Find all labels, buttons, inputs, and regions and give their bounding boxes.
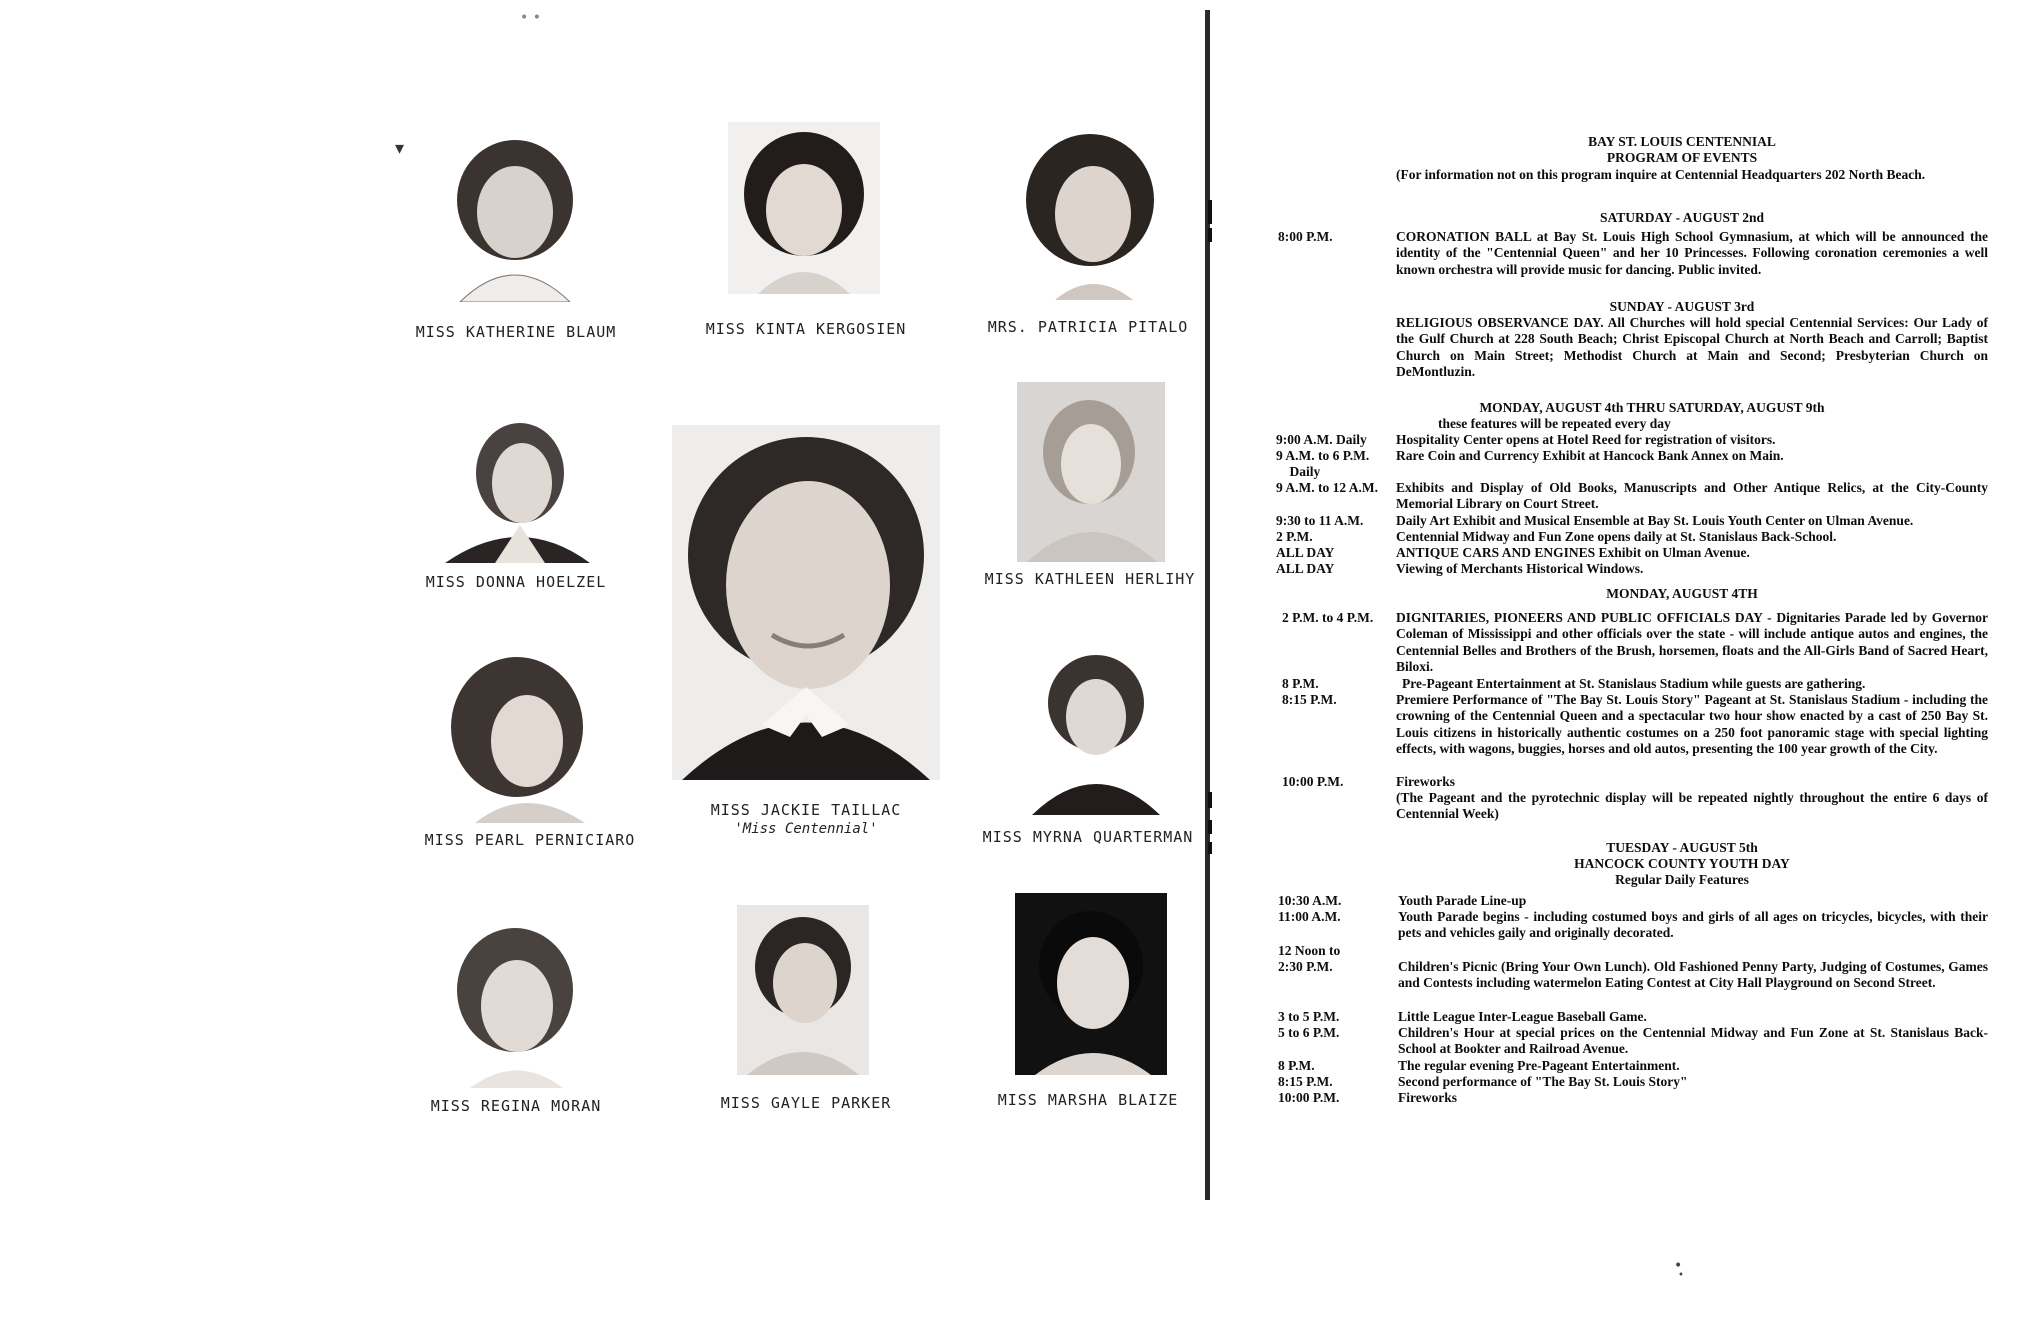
event-time: 8:15 P.M.: [1278, 1074, 1333, 1089]
week-heading: MONDAY, AUGUST 4th THRU SATURDAY, AUGUST 9th: [1479, 400, 1825, 415]
portrait-photo-icon: [1032, 645, 1160, 815]
program-title: BAY ST. LOUIS CENTENNIAL: [1588, 134, 1776, 149]
event-time: 10:00 P.M.: [1278, 1090, 1340, 1105]
sunday-heading: SUNDAY - AUGUST 3rd: [1609, 299, 1755, 314]
event-time: 8 P.M.: [1278, 1058, 1315, 1073]
portrait-caption: MRS. PATRICIA PITALO: [987, 318, 1189, 336]
event-time: 8:15 P.M.: [1282, 692, 1337, 707]
event-text: Hospitality Center opens at Hotel Reed for registration of visitors.: [1396, 432, 1776, 447]
portrait-photo-patricia-pitalo: [1015, 128, 1165, 300]
event-time: Daily: [1276, 464, 1321, 479]
event-text: Little League Inter-League Baseball Game.: [1398, 1009, 1647, 1024]
week-subheading: these features will be repeated every day: [1438, 416, 1671, 431]
portrait-photo-donna-hoelzel: [440, 415, 592, 563]
event-text: RELIGIOUS OBSERVANCE DAY. All Churches will hold special Centennial Services: Our Lady of the Gulf Church at 228 South Beach; Christ Episcopal Church at North Beach and Carroll; Baptist Church on Main Street; Methodist Church at Main and Second; Presbyterian Church on DeMontluzin.: [1396, 315, 1988, 380]
portrait-photo-icon: [728, 122, 880, 294]
event-text: Fireworks: [1398, 1090, 1457, 1105]
event-text: Rare Coin and Currency Exhibit at Hancock Bank Annex on Main.: [1396, 448, 1784, 463]
event-text: Viewing of Merchants Historical Windows.: [1396, 561, 1644, 576]
event-text: Children's Picnic (Bring Your Own Lunch). Old Fashioned Penny Party, Judging of Costumes, Games and Contests including watermelon Eating Contest at City Hall Playground on Second Street.: [1398, 959, 1988, 991]
event-text: Premiere Performance of "The Bay St. Louis Story" Pageant at St. Stanislaus Stadium - including the crowning of the Centennial Queen and a spectacular two hour show enacted by a cast of 250 Bay St. Louis citizens in historically authentic costumes on a 250 foot panoramic stage with special lighting effects, with wagons, buggies, horses and old autos, presenting the 100 year growth of the City.: [1396, 692, 1988, 757]
portrait-caption-featured: MISS JACKIE TAILLAC: [710, 801, 902, 819]
event-time: 2 P.M. to 4 P.M.: [1282, 610, 1374, 625]
portrait-photo-icon: [737, 905, 869, 1075]
event-text: Children's Hour at special prices on the Centennial Midway and Fun Zone at St. Stanislaus Back-School at Bookter and Railroad Avenue.: [1398, 1025, 1988, 1057]
portrait-photo-icon: [1017, 382, 1165, 562]
tuesday-subheading-2: Regular Daily Features: [1615, 872, 1749, 887]
event-time: 3 to 5 P.M.: [1278, 1009, 1340, 1024]
portrait-caption: MISS KINTA KERGOSIEN: [705, 320, 907, 338]
right-page: [1212, 0, 2040, 1320]
portrait-photo-icon: [1015, 128, 1165, 300]
event-text: Youth Parade begins - including costumed boys and girls of all ages on tricycles, bicycles, with their pets and vehicles gaily and originally decorated.: [1398, 909, 1988, 941]
portrait-photo-kinta-kergosien: [728, 122, 880, 294]
tuesday-subheading: HANCOCK COUNTY YOUTH DAY: [1574, 856, 1790, 871]
event-note: (The Pageant and the pyrotechnic display will be repeated nightly throughout the entire 6 days of Centennial Week): [1396, 790, 1988, 822]
portrait-caption: MISS PEARL PERNICIARO: [424, 831, 636, 849]
portrait-photo-icon: [440, 415, 592, 563]
portrait-photo-katherine-blaum: [440, 130, 590, 302]
page-speck: •: [1674, 1258, 1683, 1274]
page-mark: ▾: [395, 138, 405, 159]
event-text: Youth Parade Line-up: [1398, 893, 1527, 908]
portrait-photo-marsha-blaize: [1015, 893, 1167, 1075]
event-time: 5 to 6 P.M.: [1278, 1025, 1340, 1040]
portrait-caption: MISS MYRNA QUARTERMAN: [982, 828, 1194, 846]
event-text: Fireworks: [1396, 774, 1455, 789]
event-time: 9:30 to 11 A.M.: [1276, 513, 1364, 528]
portrait-caption: MISS MARSHA BLAIZE: [997, 1091, 1179, 1109]
portrait-caption: MISS KATHLEEN HERLIHY: [984, 570, 1196, 588]
event-time: 9 A.M. to 6 P.M.: [1276, 448, 1370, 463]
monday-heading: MONDAY, AUGUST 4TH: [1606, 586, 1758, 601]
event-time: 10:30 A.M.: [1278, 893, 1342, 908]
event-text: ANTIQUE CARS AND ENGINES Exhibit on Ulman Avenue.: [1396, 545, 1750, 560]
portrait-caption: MISS REGINA MORAN: [430, 1097, 602, 1115]
program-subtitle: PROGRAM OF EVENTS: [1606, 150, 1758, 165]
event-time: 11:00 A.M.: [1278, 909, 1341, 924]
event-time: 2:30 P.M.: [1278, 959, 1333, 974]
event-text: The regular evening Pre-Pageant Entertainment.: [1398, 1058, 1680, 1073]
event-time: 8 P.M.: [1282, 676, 1319, 691]
saturday-heading: SATURDAY - AUGUST 2nd: [1600, 210, 1764, 225]
event-time: 2 P.M.: [1276, 529, 1313, 544]
portrait-subtitle: 'Miss Centennial': [734, 821, 878, 837]
event-text: Pre-Pageant Entertainment at St. Stanislaus Stadium while guests are gathering.: [1402, 676, 1866, 691]
event-time: ALL DAY: [1276, 545, 1335, 560]
event-time: 9 A.M. to 12 A.M.: [1276, 480, 1378, 495]
portrait-photo-kathleen-herlihy: [1017, 382, 1165, 562]
event-text: Exhibits and Display of Old Books, Manuscripts and Other Antique Relics, at the City-County Memorial Library on Court Street.: [1396, 480, 1988, 512]
info-note: (For information not on this program inquire at Centennial Headquarters 202 North Beach.: [1396, 167, 1926, 182]
portrait-caption: MISS DONNA HOELZEL: [425, 573, 607, 591]
event-text: Daily Art Exhibit and Musical Ensemble at Bay St. Louis Youth Center on Ulman Avenue.: [1396, 513, 1914, 528]
event-time: 9:00 A.M. Daily: [1276, 432, 1367, 447]
portrait-caption: MISS GAYLE PARKER: [720, 1094, 892, 1112]
portrait-caption: MISS KATHERINE BLAUM: [415, 323, 617, 341]
program-of-events: [1212, 0, 2040, 1320]
event-text: Centennial Midway and Fun Zone opens daily at St. Stanislaus Back-School.: [1396, 529, 1837, 544]
event-time: 12 Noon to: [1278, 943, 1341, 958]
portrait-photo-icon: [1015, 893, 1167, 1075]
portrait-photo-icon: [445, 918, 587, 1088]
event-time: ALL DAY: [1276, 561, 1335, 576]
event-text: DIGNITARIES, PIONEERS AND PUBLIC OFFICIALS DAY - Dignitaries Parade led by Governor Coleman of Mississippi and other officials over the state - will include antique autos and engines, the Centennial Belles and Brothers of the Brush, horsemen, floats and the All-Girls Band of Sacred Heart, Biloxi.: [1396, 610, 1988, 675]
portrait-photo-myrna-quarterman: [1032, 645, 1160, 815]
portrait-photo-jackie-taillac: [672, 425, 940, 780]
page-speck: •: [1678, 1270, 1684, 1281]
event-text: Second performance of "The Bay St. Louis Story": [1398, 1074, 1688, 1089]
portrait-photo-pearl-perniciaro: [445, 655, 595, 823]
event-time: 8:00 P.M.: [1278, 229, 1333, 244]
portrait-photo-icon: [672, 425, 940, 780]
portrait-photo-gayle-parker: [737, 905, 869, 1075]
event-text: CORONATION BALL at Bay St. Louis High School Gymnasium, at which will be announced the identity of the "Centennial Queen" and her 10 Princesses. Following coronation ceremonies a well known orchestra will provide music for dancing. Public invited.: [1396, 229, 1988, 277]
tuesday-heading: TUESDAY - AUGUST 5th: [1606, 840, 1758, 855]
event-time: 10:00 P.M.: [1282, 774, 1344, 789]
portrait-photo-regina-moran: [445, 918, 587, 1088]
book-spine: [1205, 10, 1210, 1200]
portrait-photo-icon: [445, 655, 595, 823]
portrait-photo-icon: [440, 130, 590, 302]
page-stain: • •: [520, 10, 541, 26]
